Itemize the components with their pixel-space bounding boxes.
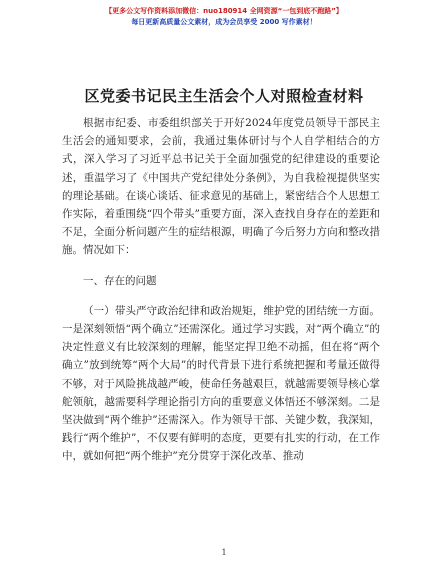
- page-number: 1: [221, 548, 227, 557]
- document-title: 区党委书记民主生活会个人对照检查材料: [84, 87, 364, 105]
- promo-banner: [0, 6, 448, 28]
- subsection-paragraph: （一）带头严守政治纪律和政治规矩，维护党的团结统一方面。一是深刻领悟“两个确立”还需深化。通过学习实践，对“两个确立”的决定性意义有比较深刻的理解，能坚定捍卫绝不动摇，但在将“两个确立”放到统筹“两个大局”的时代背景下进行系统把握和考量还做得不够，对于风险挑战越严峻，使命任务越艰巨，就越需要领导核心掌舵领航，越需要科学理论指引方向的重要意义体悟还不够深刻。二是坚决做到“两个维护”还需深入。作为领导干部、关键少数，我深知，践行“两个维护”，不仅要有鲜明的态度，更要有扎实的行动，在工作中，就如何把“两个维护”充分贯穿于深化改革、推动: [62, 304, 380, 463]
- intro-paragraph: 根据市纪委、市委组织部关于开好2024年度党员领导干部民主生活会的通知要求，会前，我通过集体研讨与个人自学相结合的方式，深入学习了习近平总书记关于全面加强党的纪律建设的重要论述，重温学习了《中国共产党纪律处分条例》，为自我检视提供坚实的理论基础。在谈心谈话、征求意见的基础上，紧密结合个人思想工作实际，着重围绕“四个带头”重要方面，深入查找自身存在的差距和不足，全面分析问题产生的症结根源，明确了今后努力方向和整改措施。情况如下：: [62, 117, 380, 257]
- promo-line-1: 【更多公文写作资料添加微信：nuo180914 全网资源“一包到底不跑路”】: [105, 7, 343, 15]
- document-body: [62, 114, 380, 466]
- promo-line-2: 每日更新高质量公文素材，成为会员享受 2000 写作素材！: [131, 18, 317, 26]
- section-heading: 一、存在的问题: [83, 274, 157, 287]
